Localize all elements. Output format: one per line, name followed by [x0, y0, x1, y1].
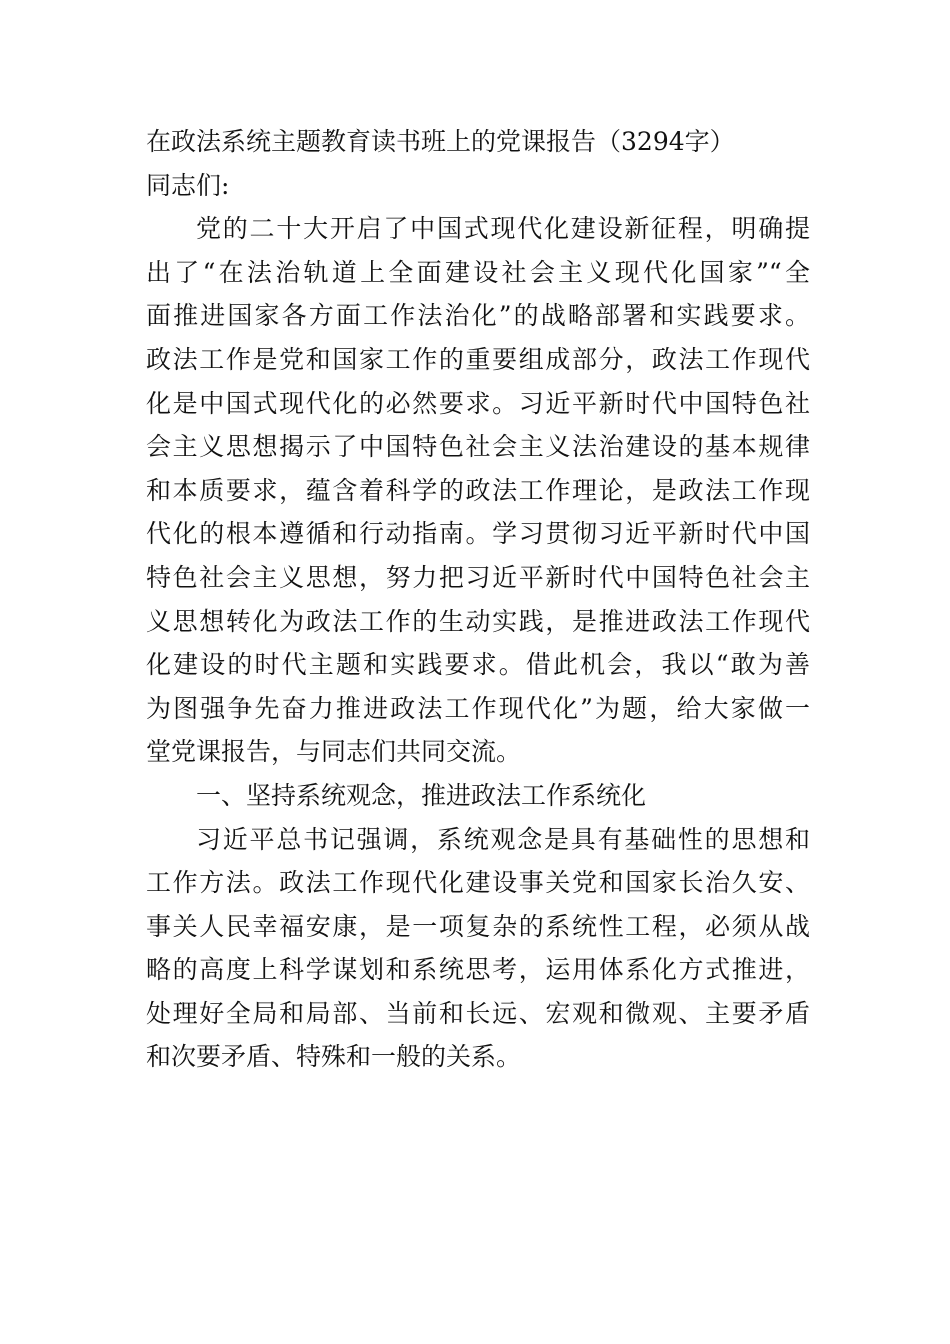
document-title: 在政法系统主题教育读书班上的党课报告（3294字） — [146, 127, 735, 156]
paragraph-line: 代化的根本遵循和行动指南。学习贯彻习近平新时代中国 — [146, 519, 810, 549]
paragraph-line: 特色社会主义思想，努力把习近平新时代中国特色社会主 — [146, 562, 810, 592]
section-paragraph — [146, 818, 810, 1080]
paragraph-line: 处理好全局和局部、当前和长远、宏观和微观、主要矛盾 — [146, 998, 810, 1028]
paragraph-line: 略的高度上科学谋划和系统思考，运用体系化方式推进， — [146, 955, 810, 985]
paragraph-line: 为图强争先奋力推进政法工作现代化”为题，给大家做一 — [146, 693, 810, 723]
paragraph-line: 化是中国式现代化的必然要求。习近平新时代中国特色社 — [146, 388, 810, 418]
paragraph-line: 和次要矛盾、特殊和一般的关系。 — [146, 1042, 522, 1072]
paragraph-line: 政法工作是党和国家工作的重要组成部分，政法工作现代 — [146, 344, 810, 374]
paragraph-line: 习近平总书记强调，系统观念是具有基础性的思想和 — [196, 824, 810, 854]
document-body — [146, 120, 810, 1079]
paragraph-line: 工作方法。政法工作现代化建设事关党和国家长治久安、 — [146, 868, 810, 898]
salutation: 同志们: — [146, 170, 230, 200]
paragraph-line: 事关人民幸福安康，是一项复杂的系统性工程，必须从战 — [146, 911, 810, 941]
paragraph-line: 和本质要求，蕴含着科学的政法工作理论，是政法工作现 — [146, 475, 810, 505]
paragraph-line: 党的二十大开启了中国式现代化建设新征程，明确提 — [196, 214, 810, 244]
paragraph-line: 会主义思想揭示了中国特色社会主义法治建设的基本规律 — [146, 432, 810, 462]
paragraph-line: 面推进国家各方面工作法治化”的战略部署和实践要求。 — [146, 301, 810, 331]
paragraph-line: 出了“在法治轨道上全面建设社会主义现代化国家”“全 — [146, 257, 810, 287]
intro-paragraph — [146, 207, 810, 774]
section-heading: 一、坚持系统观念，推进政法工作系统化 — [196, 780, 647, 810]
paragraph-line: 化建设的时代主题和实践要求。借此机会，我以“敢为善 — [146, 650, 810, 680]
paragraph-line: 堂党课报告，与同志们共同交流。 — [146, 737, 522, 767]
paragraph-line: 义思想转化为政法工作的生动实践，是推进政法工作现代 — [146, 606, 810, 636]
